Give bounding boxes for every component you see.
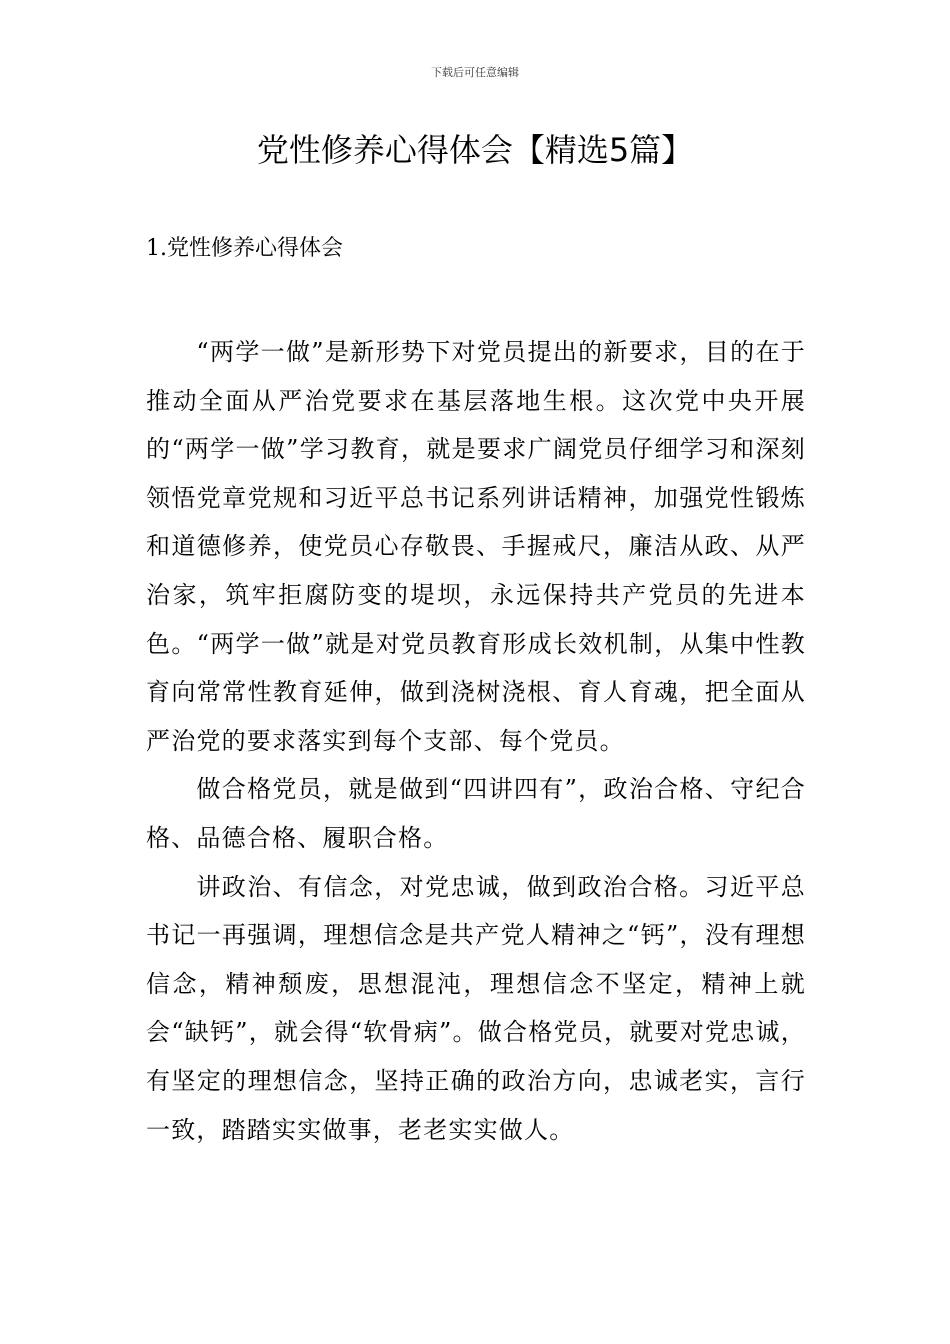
paragraph: 讲政治、有信念，对党忠诚，做到政治合格。习近平总书记一再强调，理想信念是共产党人精神之“钙”，没有理想信念，精神颓废，思想混沌，理想信念不坚定，精神上就会“缺钙”，就会得“软骨病”。做合格党员，就要对党忠诚，有坚定的理想信念，坚持正确的政治方向，忠诚老实，言行一致，踏踏实实做事，老老实实做人。 (146, 872, 806, 1144)
paragraph: “两学一做”是新形势下对党员提出的新要求，目的在于推动全面从严治党要求在基层落地生根。这次党中央开展的“两学一做”学习教育，就是要求广阔党员仔细学习和深刻领悟党章党规和习近平总书记系列讲话精神，加强党性锻炼和道德修养，使党员心存敬畏、手握戒尺，廉洁从政、从严治家，筑牢拒腐防变的堤坝，永远保持共产党员的先进本色。“两学一做”就是对党员教育形成长效机制，从集中性教育向常常性教育延伸，做到浇树浇根、育人育魂，把全面从严治党的要求落实到每个支部、每个党员。 (146, 338, 806, 755)
header-note: 下载后可任意编辑 (431, 66, 519, 79)
section-heading: 1.党性修养心得体会 (146, 236, 343, 261)
paragraph: 做合格党员，就是做到“四讲四有”，政治合格、守纪合格、品德合格、履职合格。 (146, 775, 806, 852)
document-body (146, 328, 806, 1154)
document-title: 党性修养心得体会【精选5篇】 (256, 131, 694, 169)
